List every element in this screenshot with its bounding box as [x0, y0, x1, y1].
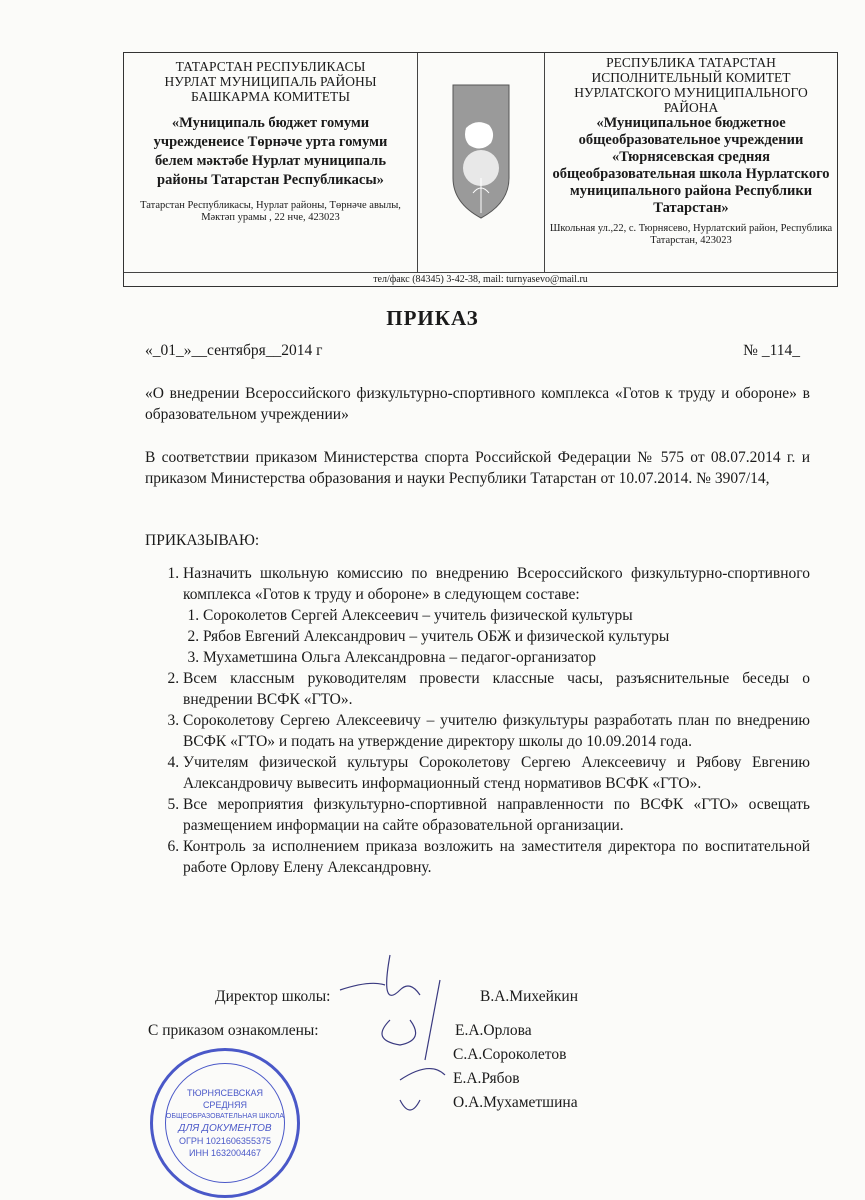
order-item-5: 5. Все мероприятия физкультурно-спортивной направленности по ВСФК «ГТО» освещать размещением информации на сайте образовательной организации.	[183, 794, 810, 836]
order-word: ПРИКАЗЫВАЮ:	[145, 532, 260, 549]
acquainted-name: О.А.Мухаметшина	[453, 1094, 578, 1111]
right-caption-3: НУРЛАТСКОГО МУНИЦИПАЛЬНОГО	[574, 85, 808, 100]
signatures-icon	[330, 950, 450, 1120]
stamp-line: ИНН 1632004467	[188, 1148, 262, 1158]
acquainted-label: С приказом ознакомлены:	[148, 1022, 319, 1039]
acquainted-name: Е.А.Рябов	[453, 1070, 520, 1087]
director-name: В.А.Михейкин	[480, 988, 579, 1005]
commission-member: 2. Рябов Евгений Александрович – учитель ОБЖ и физической культуры	[203, 626, 810, 647]
right-caption-1: РЕСПУБЛИКА ТАТАРСТАН	[606, 55, 776, 70]
emblem	[418, 53, 545, 272]
commission-member: 1. Сороколетов Сергей Алексеевич – учитель физической культуры	[203, 605, 810, 626]
left-address: Татарстан Республикасы, Нурлат районы, Төрнәче авылы, Мәктәп урамы , 22 нче, 423023	[140, 200, 401, 223]
acquainted-name: Е.А.Орлова	[455, 1022, 532, 1039]
letterhead	[123, 52, 838, 287]
right-caption-4: РАЙОНА	[663, 100, 719, 115]
letterhead-contacts: тел/факс (84345) 3-42-38, mail: turnyasevo@mail.ru	[124, 272, 837, 287]
order-number: № _114_	[743, 342, 800, 359]
right-org: «Муниципальное бюджетное общеобразовательное учреждении «Тюрнясевская средняя общеобразовательная школа Нурлатского муниципального района Республики Татарстан»	[552, 115, 830, 216]
commission-member: 3. Мухаметшина Ольга Александровна – педагог-организатор	[203, 647, 810, 668]
order-item-text: Назначить школьную комиссию по внедрению Всероссийского физкультурно-спортивного комплекса «Готов к труду и обороне» в следующем составе:	[183, 565, 810, 603]
order-date: «_01_»__сентября__2014 г	[145, 342, 323, 359]
letterhead-left	[124, 53, 418, 272]
stamp-line: СРЕДНЯЯ	[202, 1100, 248, 1110]
order-item-3: 3. Сороколетову Сергею Алексеевичу – учителю физкультуры разработать план по внедрению ВСФК «ГТО» и подать на утверждение директору школы до 10.09.2014 года.	[183, 710, 810, 752]
order-item-6: 6. Контроль за исполнением приказа возложить на заместителя директора по воспитательной работе Орлову Елену Александровну.	[183, 836, 810, 878]
right-caption-2: ИСПОЛНИТЕЛЬНЫЙ КОМИТЕТ	[591, 70, 791, 85]
left-caption-3: БАШКАРМА КОМИТЕТЫ	[190, 89, 350, 104]
order-item-1	[183, 563, 810, 668]
left-caption-1: ТАТАРСТАН РЕСПУБЛИКАСЫ	[175, 59, 366, 74]
left-org: «Муниципаль бюджет гомуми учрежденеисе Төрнәче урта гомуми белем мәктәбе Нурлат муниципаль районы Татарстан Республикасы»	[153, 115, 388, 188]
stamp-line: ТЮРНЯСЕВСКАЯ	[186, 1088, 264, 1098]
date-line	[145, 340, 810, 361]
coat-of-arms-icon	[451, 83, 511, 223]
order-item-4: 4. Учителям физической культуры Сороколетову Сергею Алексеевичу и Рябову Евгению Александровичу вывесить информационный стенд нормативов ВСФК «ГТО».	[183, 752, 810, 794]
letterhead-right	[545, 53, 837, 272]
order-items	[145, 563, 810, 878]
document-title: ПРИКАЗ	[386, 306, 479, 330]
right-address: Школьная ул.,22, с. Тюрнясево, Нурлатский район, Республика Татарстан, 423023	[549, 223, 833, 246]
stamp-line: ОГРН 1021606355375	[179, 1136, 271, 1146]
school-stamp	[150, 1048, 300, 1198]
stamp-line: ДЛЯ ДОКУМЕНТОВ	[178, 1123, 272, 1134]
acquainted-name: С.А.Сороколетов	[453, 1046, 567, 1063]
stamp-line: ОБЩЕОБРАЗОВАТЕЛЬНАЯ ШКОЛА	[165, 1113, 285, 1120]
director-label: Директор школы:	[215, 988, 331, 1005]
order-basis: В соответствии приказом Министерства спорта Российской Федерации № 575 от 08.07.2014 г. и приказом Министерства образования и науки Республики Татарстан от 10.07.2014. № 3907/14,	[145, 449, 810, 487]
left-caption-2: НУРЛАТ МУНИЦИПАЛЬ РАЙОНЫ	[164, 74, 377, 89]
order-subject: «О внедрении Всероссийского физкультурно-спортивного комплекса «Готов к труду и обороне» в образовательном учреждении»	[145, 385, 810, 423]
order-item-2: 2. Всем классным руководителям провести классные часы, разъяснительные беседы о внедрении ВСФК «ГТО».	[183, 668, 810, 710]
